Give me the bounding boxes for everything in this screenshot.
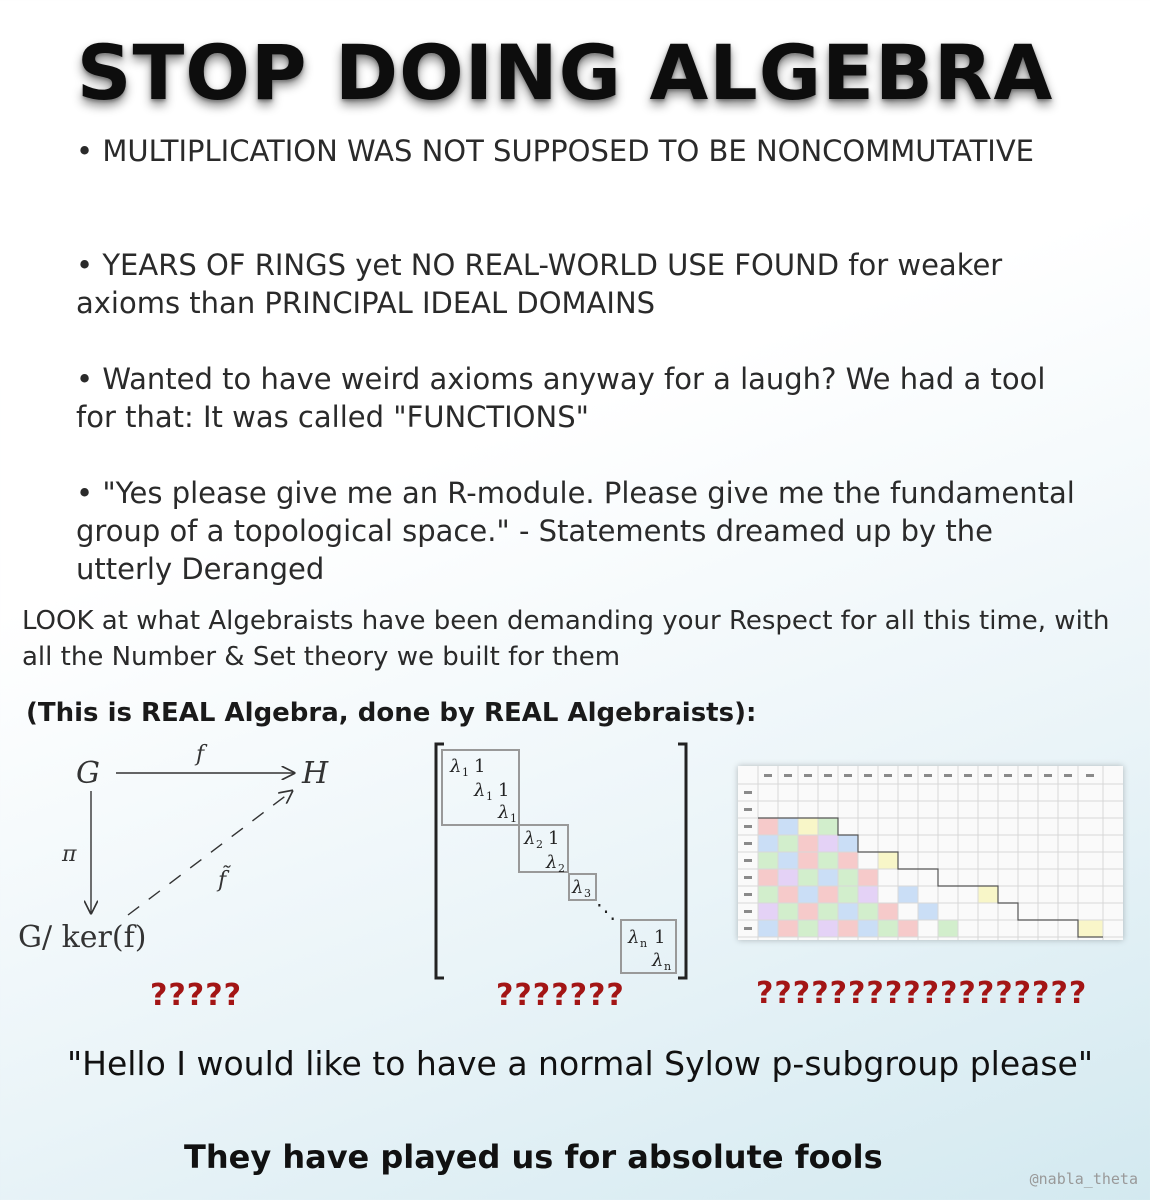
matrix-one: 1 [474,756,486,777]
diagram-h: H [302,756,329,791]
arrow-ftilde [128,791,292,915]
question-marks-diagram: ????? [150,978,243,1013]
spectral-sequence-grid [738,766,1123,940]
commutative-diagram [10,735,370,965]
matrix-one: 1 [548,828,560,849]
author-handle: @nabla_theta [1029,1170,1138,1188]
matrix-lambda: λ [652,950,664,971]
matrix-one: 1 [654,927,666,948]
matrix-subscript: n [640,937,648,950]
matrix-subscript: 2 [558,862,565,875]
matrix-subscript: 1 [462,766,469,779]
spectral-sequence-table [738,766,1123,940]
hello-quote: "Hello I would like to have a normal Sylow p-subgroup please" [66,1044,1094,1083]
matrix-subscript: 2 [536,838,543,851]
matrix-dots: ⋱ [596,899,616,923]
matrix-lambda: λ [546,852,558,873]
matrix-subscript: 1 [510,812,517,825]
diagram-g: G [76,756,100,791]
matrix-subscript: 1 [486,790,493,803]
diagram-ftilde: f̃ [218,868,227,893]
matrix-subscript: 3 [584,887,591,900]
diagram-quotient: G/ ker(f) [18,920,147,955]
question-marks-matrix: ??????? [496,978,625,1013]
page-title: STOP DOING ALGEBRA [76,28,1054,117]
real-algebra-heading: (This is REAL Algebra, done by REAL Algebraists): [26,698,757,728]
matrix-one: 1 [498,780,510,801]
look-text: LOOK at what Algebraists have been demanding your Respect for all this time, with all the Number & Set theory we built for them [22,606,1110,672]
matrix-lambda: λ [572,877,584,898]
bullet-noncommutative: • MULTIPLICATION WAS NOT SUPPOSED TO BE NONCOMMUTATIVE [76,134,1034,168]
diagram-f: f [196,742,205,767]
jordan-matrix [428,740,693,985]
matrix-lambda: λ [498,802,510,823]
matrix-lambda: λ [474,780,486,801]
matrix-lambda: λ [524,828,536,849]
played-text: They have played us for absolute fools [184,1138,883,1176]
bullet-r-module: • "Yes please give me an R-module. Please give me the fundamental group of a topological space." - Statements dreamed up by the utterly Deranged [76,476,1075,586]
matrix-lambda: λ [628,927,640,948]
bullet-rings: • YEARS OF RINGS yet NO REAL-WORLD USE FOUND for weaker axioms than PRINCIPAL IDEAL DOMAINS [76,248,1003,320]
matrix-subscript: n [664,960,672,973]
matrix-lambda: λ [450,756,462,777]
bullet-functions: • Wanted to have weird axioms anyway for a laugh? We had a tool for that: It was called "FUNCTIONS" [76,362,1046,434]
question-marks-table: ?????????????????? [756,976,1088,1011]
diagram-pi: π [62,842,77,867]
